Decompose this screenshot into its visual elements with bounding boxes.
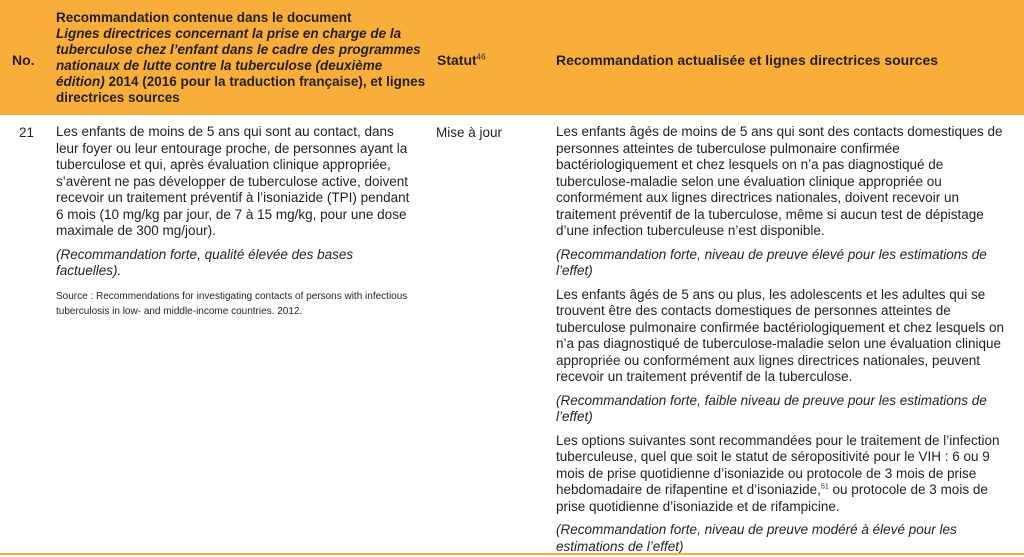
upd2-strength: (Recommandation forte, faible niveau de preuve pour les estimations de l’effet) bbox=[556, 392, 987, 424]
header-rec-title: Lignes directrices concernant la prise en charge de la tuberculose chez l’enfant dans le cadre des programmes nationaux de lutte contre la tuberculose (deuxième édition) bbox=[56, 26, 421, 89]
header-recommendation bbox=[56, 10, 426, 106]
row-recommendation bbox=[56, 124, 411, 319]
upd1-text: Les enfants âgés de moins de 5 ans qui sont des contacts domestiques de personnes atteintes de tuberculose pulmonaire confirmée bactériologiquement et chez lesquels on n’a pas diagnostiqué de tuberculose-maladie selon une évaluation clinique appropriée ou conformément aux lignes directrices nationales, doivent recevoir un traitement préventif de la tuberculose, même si aucun test de dépistage d’une infection tuberculeuse n’est disponible. bbox=[556, 124, 1003, 238]
header-no: No. bbox=[12, 52, 35, 68]
header-updated: Recommandation actualisée et lignes directrices sources bbox=[556, 52, 939, 68]
upd3-ref: 51 bbox=[820, 483, 829, 491]
row-statut: Mise à jour bbox=[436, 125, 503, 140]
upd2-text: Les enfants âgés de 5 ans ou plus, les adolescents et les adultes qui se trouvent être des contacts domestiques de personnes atteintes de tuberculose pulmonaire confirmée bactériologiquement et chez lesquels on n’a pas diagnostiqué de tuberculose-maladie selon une évaluation clinique appropriée ou conformément aux lignes directrices nationales, peuvent recevoir un traitement préventif de la tuberculose. bbox=[556, 286, 1005, 384]
row-number: 21 bbox=[19, 125, 35, 140]
header-statut bbox=[437, 52, 486, 68]
table-header bbox=[0, 0, 1024, 115]
rec-source: Source : Recommendations for investigating contacts of persons with infectious tuberculosis in low- and middle-income countries. 2012. bbox=[56, 290, 408, 317]
header-statut-label: Statut bbox=[437, 52, 477, 68]
bottom-rule bbox=[0, 553, 1024, 555]
rec-text: Les enfants de moins de 5 ans qui sont au contact, dans leur foyer ou leur entourage proche, de personnes ayant la tuberculose et qui, après évaluation clinique appropriée, s’avèrent ne pas développer de tuberculose active, doivent recevoir un traitement préventif à l’isoniazide (TPI) pendant 6 mois (10 mg/kg par jour, de 7 à 15 mg/kg, pour une dose maximale de 300 mg/jour). bbox=[56, 124, 410, 238]
upd3-text-b: ou protocole de 3 mois de prise quotidienne d’isoniazide et de rifampicine. bbox=[556, 482, 988, 514]
upd3-strength: (Recommandation forte, niveau de preuve modéré à élevé pour les estimations de l’effet) bbox=[556, 522, 957, 554]
upd1-strength: (Recommandation forte, niveau de preuve élevé pour les estimations de l’effet) bbox=[556, 246, 987, 278]
header-rec-line3: 2014 (2016 pour la traduction française), et lignes directrices sources bbox=[56, 74, 426, 105]
table-row bbox=[0, 115, 1024, 553]
header-rec-line1: Recommandation contenue dans le document bbox=[56, 10, 352, 25]
row-updated bbox=[556, 124, 1012, 555]
header-statut-ref: 46 bbox=[476, 52, 486, 62]
upd3-text-a: Les options suivantes sont recommandées pour le traitement de l’infection tuberculeuse, quel que soit le statut de séropositivité pour le VIH : 6 ou 9 mois de prise quotidienne d’isoniazide ou protocole de 3 mois de prise hebdomadaire de rifapentine et d’isoniazide, bbox=[556, 432, 1000, 497]
upd3-text bbox=[556, 433, 1012, 516]
rec-strength: (Recommandation forte, qualité élevée des bases factuelles). bbox=[56, 246, 354, 278]
